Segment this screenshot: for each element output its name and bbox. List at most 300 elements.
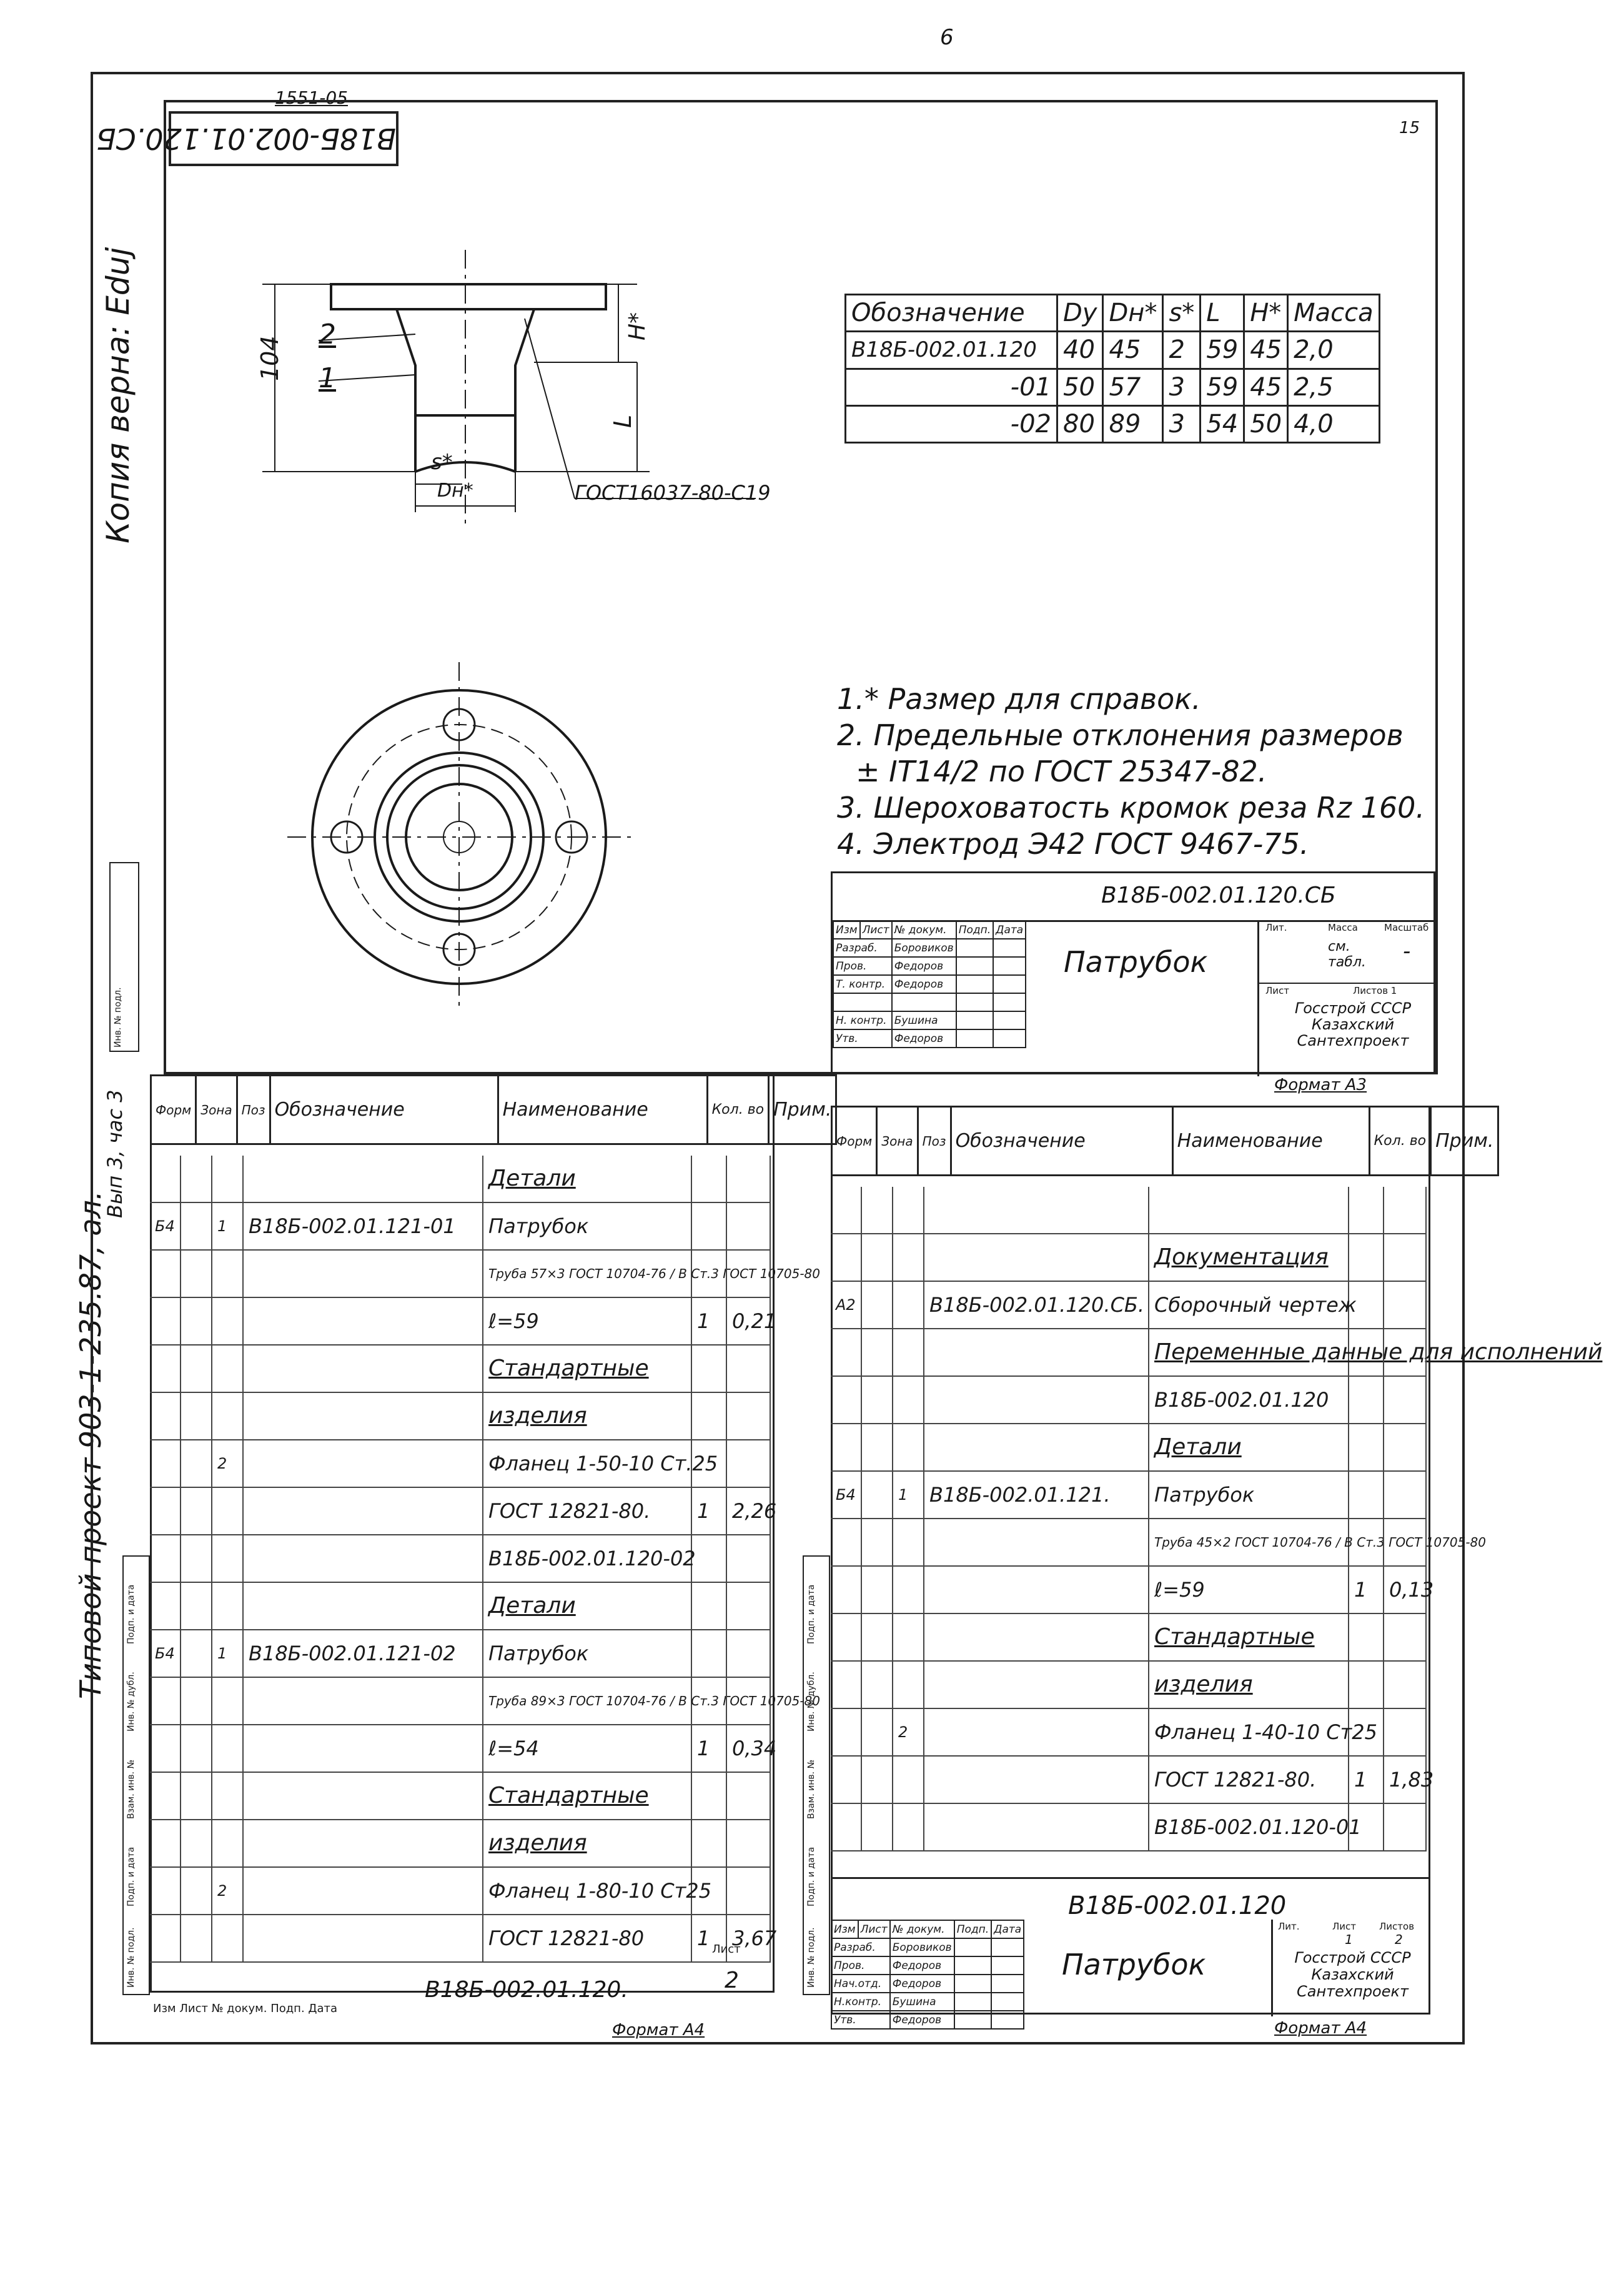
spec-cell <box>150 1488 181 1534</box>
dim-h: H* <box>625 312 650 340</box>
spec-cell <box>692 1156 727 1202</box>
spec-cell <box>1349 1614 1384 1660</box>
stamp-hdr: Дата <box>993 921 1026 939</box>
spec-left-footer-hdr <box>153 2002 337 2015</box>
params-header-cell: Масса <box>1288 295 1380 332</box>
side-stamp-label: Взам. инв. № <box>806 1759 816 1819</box>
stamp-hdr: Лист <box>858 1920 890 1938</box>
spec-cell <box>1384 1329 1427 1375</box>
spec-cell <box>212 1773 244 1819</box>
spec-cell <box>831 1662 862 1708</box>
spec-cell <box>727 1346 771 1392</box>
spec-cell <box>831 1519 862 1565</box>
spec-cell <box>212 1393 244 1439</box>
spec-cell <box>1349 1187 1384 1233</box>
spec-cell <box>1349 1709 1384 1755</box>
note-2-tolerance: ± IT14/2 по ГОСТ 25347-82. <box>856 755 1267 788</box>
stamp-name: Бушина <box>890 1993 954 2011</box>
spec-cell <box>1349 1329 1384 1375</box>
spec-cell <box>212 1535 244 1582</box>
spec-cell <box>1349 1234 1384 1281</box>
spec-cell <box>244 1725 483 1772</box>
stamp-sheets: Листов <box>1379 1921 1415 1932</box>
dim-s: s* <box>431 450 453 475</box>
spec-cell <box>1384 1519 1427 1565</box>
spec-cell <box>727 1156 771 1202</box>
spec-cell: ℓ=59 <box>1149 1567 1349 1613</box>
stamp-sheets-value: 2 <box>1395 1932 1403 1947</box>
spec-cell <box>150 1535 181 1582</box>
stamp-hdr: Изм <box>833 921 860 939</box>
footer-hdr-cell: Изм <box>153 2002 176 2015</box>
spec-cell <box>150 1251 181 1297</box>
spec-cell: 3,67 <box>727 1915 771 1961</box>
title-block-staff-table <box>833 920 1026 1048</box>
title-block-right <box>1257 920 1437 1076</box>
spec-cell: А2 <box>831 1282 862 1328</box>
position-1: 1 <box>319 362 336 394</box>
spec-cell <box>181 1725 212 1772</box>
spec-cell <box>244 1251 483 1297</box>
spec-cell <box>181 1678 212 1724</box>
stamp-name <box>892 993 956 1011</box>
stamp-name: Бушина <box>892 1011 956 1029</box>
params-cell: 59 <box>1201 332 1244 369</box>
spec-cell: Стандартные <box>483 1773 692 1819</box>
stamp-org <box>1279 1950 1426 2000</box>
spec-cell <box>1349 1377 1384 1423</box>
spec-cell <box>150 1773 181 1819</box>
stamp-name: Федоров <box>892 975 956 993</box>
spec-cell <box>924 1424 1149 1470</box>
spec-cell <box>924 1187 1149 1233</box>
spec-cell <box>727 1203 771 1249</box>
spec-cell <box>150 1868 181 1914</box>
spec-cell <box>181 1346 212 1392</box>
params-header-cell: Dн* <box>1103 295 1163 332</box>
spec-cell: 2,26 <box>727 1488 771 1534</box>
spec-cell <box>831 1757 862 1803</box>
spec-cell <box>924 1519 1149 1565</box>
table-row <box>150 1915 777 1963</box>
spec-cell <box>831 1234 862 1281</box>
spec-cell: Фланец 1-40-10 Ст25 <box>1149 1709 1349 1755</box>
spec-cell <box>692 1820 727 1866</box>
spec-cell <box>181 1915 212 1961</box>
spec-cell: В18Б-002.01.121-01 <box>244 1203 483 1249</box>
side-stamp-left <box>122 1555 150 1995</box>
spec-cell <box>181 1820 212 1866</box>
stamp-hdr: Подп. <box>954 1920 991 1938</box>
spec-cell <box>212 1583 244 1629</box>
footer-hdr-cell: Дата <box>308 2002 338 2015</box>
note-2: 2. Предельные отклонения размеров <box>837 718 1404 752</box>
copy-note-text: Копия верна: <box>100 325 136 543</box>
spec-cell <box>692 1535 727 1582</box>
spec-cell <box>212 1156 244 1202</box>
spec-cell <box>862 1187 893 1233</box>
spec-cell <box>862 1234 893 1281</box>
stamp-lit: Лит. <box>1265 922 1287 933</box>
spec-cell <box>727 1868 771 1914</box>
spec-cell: 2 <box>212 1440 244 1487</box>
table-row <box>150 1298 777 1346</box>
params-cell: -02 <box>846 405 1057 442</box>
spec-cell <box>692 1346 727 1392</box>
spec-cell <box>1349 1662 1384 1708</box>
params-header-cell: L <box>1201 295 1244 332</box>
spec-cell: Б4 <box>150 1203 181 1249</box>
format-a3: Формат А3 <box>1274 1076 1367 1094</box>
spec-cell <box>244 1440 483 1487</box>
spec-cell <box>150 1298 181 1344</box>
spec-header: Поз <box>918 1107 951 1176</box>
spec-cell <box>893 1567 924 1613</box>
dim-l: L <box>609 414 636 428</box>
spec-cell: Фланец 1-50-10 Ст.25 <box>483 1440 692 1487</box>
spec-cell <box>244 1393 483 1439</box>
spec-cell <box>727 1678 771 1724</box>
side-stamp-label: Инв. № подл. <box>113 987 123 1048</box>
dim-dn: Dн* <box>437 480 473 502</box>
spec-cell <box>893 1282 924 1328</box>
spec-cell <box>150 1156 181 1202</box>
spec-cell: Труба 45×2 ГОСТ 10704-76 / В Ст.3 ГОСТ 10705-80 <box>1149 1519 1349 1565</box>
flange-section <box>331 284 606 309</box>
drawing-svg <box>237 237 800 1006</box>
spec-cell <box>862 1282 893 1328</box>
spec-cell <box>924 1614 1149 1660</box>
footer-hdr-cell: Подп. <box>270 2002 305 2015</box>
spec-header: Форм <box>151 1076 196 1144</box>
table-row <box>831 1614 1427 1662</box>
spec-cell <box>212 1346 244 1392</box>
spec-cell <box>692 1583 727 1629</box>
spec-cell <box>924 1757 1149 1803</box>
spec-cell <box>862 1709 893 1755</box>
bottom-stamp-staff <box>831 1920 1024 2030</box>
spec-cell <box>831 1377 862 1423</box>
spec-cell <box>893 1329 924 1375</box>
spec-cell <box>924 1329 1149 1375</box>
spec-header: Кол. во <box>707 1076 769 1144</box>
stamp-sheet: Лист <box>1265 985 1290 996</box>
spec-cell <box>244 1583 483 1629</box>
spec-cell <box>924 1804 1149 1850</box>
params-cell: 45 <box>1244 369 1288 405</box>
spec-cell: Детали <box>483 1583 692 1629</box>
spec-cell <box>150 1820 181 1866</box>
spec-cell <box>893 1424 924 1470</box>
stamp-mass-value: см. табл. <box>1328 939 1366 970</box>
sheet-number: 15 <box>1399 119 1420 137</box>
table-row <box>831 1519 1486 1567</box>
spec-cell: 1 <box>1349 1757 1384 1803</box>
params-cell: 57 <box>1103 369 1163 405</box>
spec-cell <box>150 1346 181 1392</box>
table-row <box>150 1156 771 1203</box>
table-row <box>150 1251 820 1298</box>
spec-cell <box>244 1868 483 1914</box>
spec-cell <box>1384 1234 1427 1281</box>
stamp-role: Пров. <box>833 957 892 975</box>
spec-cell: В18Б-002.01.121. <box>924 1472 1149 1518</box>
note-1: 1.* Размер для справок. <box>837 682 1201 716</box>
params-cell: 3 <box>1163 369 1201 405</box>
spec-header: Поз <box>237 1076 270 1144</box>
spec-cell <box>1384 1187 1427 1233</box>
table-row <box>150 1868 771 1915</box>
table-row <box>150 1630 771 1678</box>
table-row <box>150 1393 771 1440</box>
table-row <box>831 1709 1427 1757</box>
stamp-role: Разраб. <box>831 1938 890 1956</box>
side-stamp-label: Подп. и дата <box>806 1846 816 1906</box>
spec-cell: изделия <box>1149 1662 1349 1708</box>
side-stamp-top <box>109 862 139 1052</box>
spec-cell <box>692 1630 727 1677</box>
spec-cell: Детали <box>1149 1424 1349 1470</box>
spec-cell <box>212 1678 244 1724</box>
spec-left-table <box>150 1074 837 1145</box>
stamp-hdr: № докум. <box>890 1920 954 1938</box>
spec-cell <box>212 1820 244 1866</box>
spec-cell <box>862 1519 893 1565</box>
spec-cell <box>181 1393 212 1439</box>
stamp-name: Боровиков <box>892 939 956 957</box>
params-header-cell: s* <box>1163 295 1201 332</box>
side-stamp-label: Взам. инв. № <box>126 1759 136 1819</box>
spec-cell <box>212 1251 244 1297</box>
spec-cell: В18Б-002.01.120.СБ. <box>924 1282 1149 1328</box>
stamp-org-line: Казахский <box>1311 1016 1395 1033</box>
spec-cell: Патрубок <box>483 1630 692 1677</box>
spec-header: Наименование <box>1172 1107 1369 1176</box>
stamp-org-line: Сантехпроект <box>1297 1032 1409 1049</box>
table-row <box>831 1282 1427 1329</box>
bottom-stamp-right <box>1271 1920 1432 2016</box>
table-row <box>150 1583 771 1630</box>
stamp-hdr: Подп. <box>956 921 993 939</box>
table-row <box>831 1329 1603 1377</box>
params-cell: -01 <box>846 369 1057 405</box>
spec-cell: В18Б-002.01.121-02 <box>244 1630 483 1677</box>
side-stamp-label: Подп. и дата <box>126 1846 136 1906</box>
spec-cell <box>893 1234 924 1281</box>
spec-cell <box>181 1156 212 1202</box>
spec-header: Прим. <box>1431 1107 1498 1176</box>
spec-cell: ℓ=54 <box>483 1725 692 1772</box>
spec-cell <box>862 1472 893 1518</box>
spec-cell: 1 <box>1349 1567 1384 1613</box>
stamp-lit: Лит. <box>1278 1921 1300 1932</box>
spec-cell <box>150 1393 181 1439</box>
spec-cell: Переменные данные для исполнений <box>1149 1329 1349 1375</box>
spec-cell: 1 <box>692 1915 727 1961</box>
spec-cell: 0,21 <box>727 1298 771 1344</box>
stamp-hdr: Дата <box>991 1920 1024 1938</box>
table-row <box>831 1377 1427 1424</box>
note-4: 4. Электрод Э42 ГОСТ 9467-75. <box>837 827 1309 861</box>
table-row <box>150 1346 771 1393</box>
spec-cell: В18Б-002.01.120 <box>1149 1377 1349 1423</box>
params-header-cell: Dу <box>1057 295 1103 332</box>
note-3: 3. Шероховатость кромок реза Rz 160. <box>837 791 1425 825</box>
stamp-mass: Масса <box>1328 922 1358 933</box>
spec-right-table <box>831 1106 1499 1176</box>
spec-cell <box>924 1234 1149 1281</box>
spec-cell <box>692 1393 727 1439</box>
spec-cell <box>727 1820 771 1866</box>
format-a4-right: Формат А4 <box>1274 2019 1367 2038</box>
spec-cell: изделия <box>483 1820 692 1866</box>
stamp-hdr: Изм <box>831 1920 858 1938</box>
spec-left-footer-sheet: 2 <box>725 1968 739 1993</box>
order-number: 1551-05 <box>275 87 348 108</box>
params-header-cell: Обозначение <box>846 295 1057 332</box>
stamp-name: Федоров <box>890 1975 954 1993</box>
table-row <box>150 1535 771 1583</box>
spec-cell <box>893 1804 924 1850</box>
spec-cell: 1 <box>893 1472 924 1518</box>
spec-cell: Документация <box>1149 1234 1349 1281</box>
stamp-role: Т. контр. <box>833 975 892 993</box>
side-stamp-label: Инв. № дубл. <box>126 1672 136 1732</box>
stamp-name: Федоров <box>890 1956 954 1975</box>
spec-cell <box>727 1583 771 1629</box>
spec-cell: Сборочный чертеж <box>1149 1282 1349 1328</box>
params-cell: В18Б-002.01.120 <box>846 332 1057 369</box>
table-row <box>846 369 1380 405</box>
stamp-role: Пров. <box>831 1956 890 1975</box>
project-note-1: Типовой проект 903-1-235.87, ал. <box>74 1191 107 1699</box>
spec-cell <box>727 1535 771 1582</box>
spec-cell: ГОСТ 12821-80. <box>1149 1757 1349 1803</box>
spec-cell <box>862 1329 893 1375</box>
title-block-title: Патрубок <box>1064 945 1208 979</box>
spec-cell <box>181 1298 212 1344</box>
spec-cell <box>862 1757 893 1803</box>
format-a4-left: Формат А4 <box>612 2021 705 2040</box>
spec-cell <box>1384 1424 1427 1470</box>
spec-cell <box>181 1488 212 1534</box>
spec-cell <box>924 1662 1149 1708</box>
params-cell: 2 <box>1163 332 1201 369</box>
table-row <box>150 1488 777 1535</box>
spec-cell <box>893 1187 924 1233</box>
params-cell: 54 <box>1201 405 1244 442</box>
params-cell: 50 <box>1057 369 1103 405</box>
params-cell: 45 <box>1103 332 1163 369</box>
spec-cell <box>727 1440 771 1487</box>
dim-104: 104 <box>256 335 284 381</box>
spec-cell: Стандартные <box>483 1346 692 1392</box>
params-cell: 3 <box>1163 405 1201 442</box>
spec-cell: 1 <box>692 1488 727 1534</box>
spec-cell <box>150 1678 181 1724</box>
spec-header: Наименование <box>498 1076 707 1144</box>
spec-cell <box>727 1251 771 1297</box>
table-row <box>831 1567 1434 1614</box>
spec-cell <box>862 1424 893 1470</box>
spec-cell: Детали <box>483 1156 692 1202</box>
spec-cell <box>862 1662 893 1708</box>
spec-cell: Б4 <box>831 1472 862 1518</box>
table-row <box>831 1187 1427 1234</box>
stamp-upside-down: В18Б-002.01.120.СБ <box>169 111 399 166</box>
spec-cell: Труба 57×3 ГОСТ 10704-76 / В Ст.3 ГОСТ 10705-80 <box>483 1251 692 1297</box>
spec-cell <box>831 1614 862 1660</box>
spec-cell: Б4 <box>150 1630 181 1677</box>
spec-left-footer-code: В18Б-002.01.120. <box>425 1977 628 2003</box>
spec-cell: 2 <box>893 1709 924 1755</box>
spec-cell <box>692 1203 727 1249</box>
spec-header: Зона <box>877 1107 918 1176</box>
spec-cell <box>1384 1282 1427 1328</box>
spec-header: Форм <box>832 1107 877 1176</box>
spec-cell <box>727 1393 771 1439</box>
stamp-role: Н.контр. <box>831 1993 890 2011</box>
params-cell: 2,5 <box>1288 369 1380 405</box>
spec-left-footer-sheet-label: Лист <box>712 1943 741 1956</box>
spec-cell <box>692 1251 727 1297</box>
spec-cell <box>692 1678 727 1724</box>
stamp-scale: Масштаб <box>1384 922 1429 933</box>
stamp-role <box>833 993 892 1011</box>
params-cell: 40 <box>1057 332 1103 369</box>
spec-header: Обозначение <box>951 1107 1172 1176</box>
spec-cell <box>727 1630 771 1677</box>
copy-note-signature: Eduj <box>100 247 136 315</box>
spec-cell: Фланец 1-80-10 Ст25 <box>483 1868 692 1914</box>
project-note-2: Вып 3, час 3 <box>103 1089 127 1218</box>
stamp-org <box>1278 1000 1428 1049</box>
spec-cell: 1 <box>692 1725 727 1772</box>
spec-cell <box>181 1773 212 1819</box>
spec-cell <box>181 1630 212 1677</box>
params-cell: 59 <box>1201 369 1244 405</box>
spec-cell: 1,83 <box>1384 1757 1427 1803</box>
spec-cell <box>692 1773 727 1819</box>
spec-cell <box>893 1614 924 1660</box>
spec-cell <box>244 1678 483 1724</box>
params-cell: 45 <box>1244 332 1288 369</box>
spec-cell <box>181 1583 212 1629</box>
bottom-stamp-title: Патрубок <box>1062 1948 1206 1981</box>
spec-cell <box>244 1298 483 1344</box>
spec-cell: ℓ=59 <box>483 1298 692 1344</box>
spec-cell <box>244 1346 483 1392</box>
spec-cell <box>244 1535 483 1582</box>
stamp-org-line: Сантехпроект <box>1297 1983 1409 2000</box>
side-stamp-label: Инв. № дубл. <box>806 1672 816 1732</box>
side-stamp-label: Инв. № подл. <box>126 1927 136 1988</box>
spec-cell: 1 <box>212 1203 244 1249</box>
stamp-name: Федоров <box>892 1029 956 1048</box>
spec-cell: Патрубок <box>1149 1472 1349 1518</box>
spec-cell <box>150 1583 181 1629</box>
spec-cell <box>212 1298 244 1344</box>
spec-cell <box>862 1377 893 1423</box>
spec-cell <box>1384 1472 1427 1518</box>
stamp-hdr: № докум. <box>892 921 956 939</box>
spec-cell <box>893 1662 924 1708</box>
spec-cell <box>893 1377 924 1423</box>
footer-hdr-cell: Лист <box>179 2002 208 2015</box>
stamp-name: Федоров <box>892 957 956 975</box>
stamp-role: Нач.отд. <box>831 1975 890 1993</box>
spec-cell <box>831 1187 862 1233</box>
